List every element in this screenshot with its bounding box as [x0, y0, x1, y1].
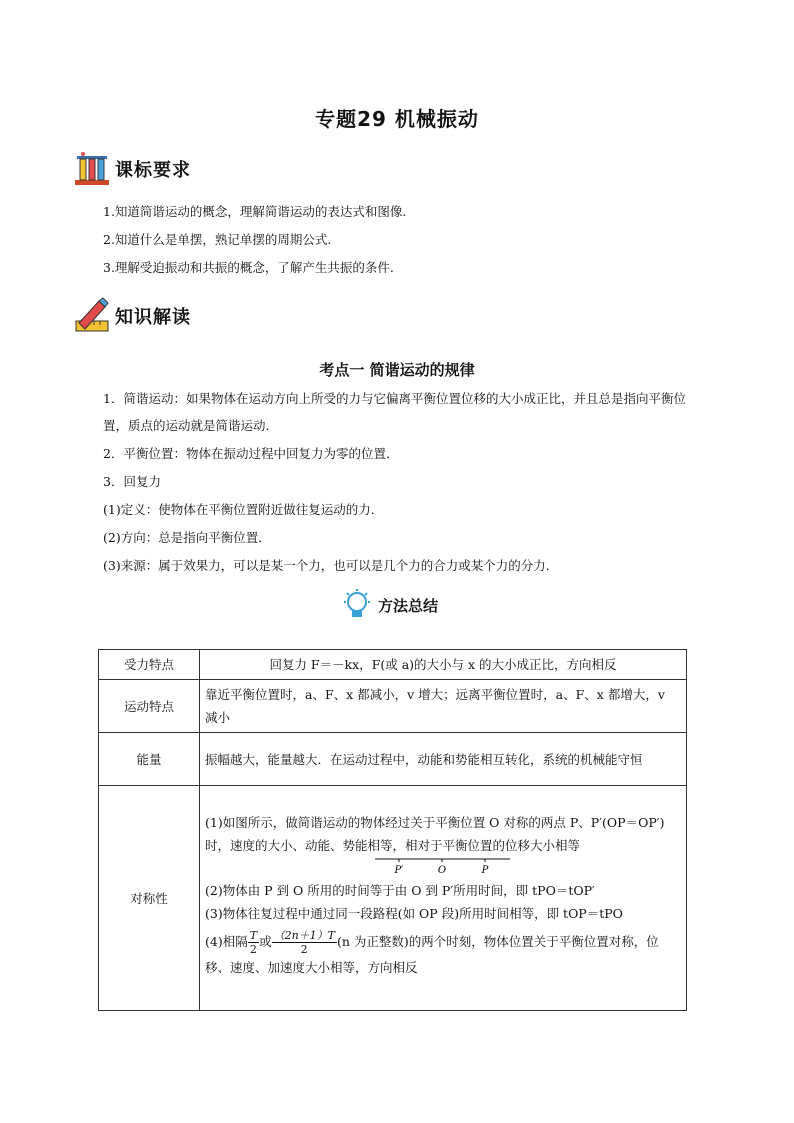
- summary-table: [98, 649, 687, 1011]
- lightbulb-icon: [340, 588, 374, 622]
- point-label-o: O: [437, 865, 447, 876]
- table-row-head: 能量: [99, 733, 200, 786]
- requirement-item: 3.理解受迫振动和共振的概念，了解产生共振的条件.: [103, 260, 394, 275]
- section-zhishi: [73, 297, 191, 335]
- requirement-item: 2.知道什么是单摆，熟记单摆的周期公式.: [103, 232, 332, 247]
- fraction-denominator: 2: [300, 943, 308, 956]
- body-paragraph: 置，质点的运动就是简谐运动．: [103, 418, 279, 433]
- fraction-denominator: 2: [249, 943, 257, 956]
- line-4-prefix: (4)相隔: [205, 934, 248, 949]
- table-row: [99, 786, 687, 1011]
- body-paragraph: 3．回复力: [103, 474, 161, 489]
- table-cell: 回复力 F＝－kx，F(或 a)的大小与 x 的大小成正比，方向相反: [200, 650, 687, 680]
- table-row: [99, 680, 687, 733]
- symmetry-line-1: (1)如图所示，做简谐运动的物体经过关于平衡位置 O 对称的两点 P、P′(OP＝OP′)时，速度的大小、动能、势能相等，相对于平衡位置的位移大小相等: [205, 815, 665, 853]
- body-paragraph: (2)方向：总是指向平衡位置．: [103, 530, 271, 545]
- section-label: 知识解读: [115, 307, 191, 328]
- pencil-ruler-icon: [73, 297, 111, 335]
- section-label: 课标要求: [115, 160, 191, 181]
- fraction-2n1-t-over-2: [272, 929, 337, 956]
- table-cell: 振幅越大，能量越大．在运动过程中，动能和势能相互转化，系统的机械能守恒: [200, 733, 687, 786]
- section-fangfa: [340, 588, 438, 622]
- body-paragraph: 1．简谐运动：如果物体在运动方向上所受的力与它偏离平衡位置位移的大小成正比，并且总是指向平衡位: [103, 391, 686, 406]
- section-label: 方法总结: [378, 596, 439, 615]
- fraction-numerator: T: [249, 929, 258, 942]
- line-4-suffix: (n 为正整数)的两个时刻，物体位置关于平衡位置对称，位移、速度、加速度大小相等，方向相反: [205, 934, 659, 975]
- point-label-p-prime: P′: [394, 865, 404, 876]
- fraction-t-over-2: [248, 929, 259, 956]
- test-tubes-icon: [73, 150, 111, 188]
- symmetry-line-3: (3)物体往复过程中通过同一段路程(如 OP 段)所用时间相等，即 tOP＝tPO: [205, 906, 623, 921]
- table-row-head: 运动特点: [99, 680, 200, 733]
- symmetry-diagram: [375, 857, 515, 879]
- table-row-head: 对称性: [99, 786, 200, 1011]
- table-row: [99, 650, 687, 680]
- kaodian-title: 考点一 简谐运动的规律: [319, 361, 475, 379]
- fraction-numerator: （2n＋1）T: [273, 929, 335, 942]
- table-cell: 靠近平衡位置时，a、F、x 都减小，v 增大；远离平衡位置时，a、F、x 都增大，v 减小: [200, 680, 687, 733]
- line-4-or: 或: [259, 934, 272, 949]
- body-paragraph: 2．平衡位置：物体在振动过程中回复力为零的位置．: [103, 446, 399, 461]
- table-cell: [200, 786, 687, 1011]
- body-paragraph: (1)定义：使物体在平衡位置附近做往复运动的力．: [103, 502, 384, 517]
- requirement-item: 1.知道简谐运动的概念，理解简谐运动的表达式和图像.: [103, 204, 407, 219]
- table-row: [99, 733, 687, 786]
- point-label-p: P: [481, 865, 489, 876]
- symmetry-line-2: (2)物体由 P 到 O 所用的时间等于由 O 到 P′所用时间，即 tPO＝tOP′: [205, 883, 595, 898]
- table-row-head: 受力特点: [99, 650, 200, 680]
- body-paragraph: (3)来源：属于效果力，可以是某一个力，也可以是几个力的合力或某个力的分力．: [103, 558, 559, 573]
- symmetry-line-4: [205, 929, 681, 979]
- page-title: 专题29 机械振动: [315, 107, 479, 131]
- section-kebiao: [73, 150, 191, 188]
